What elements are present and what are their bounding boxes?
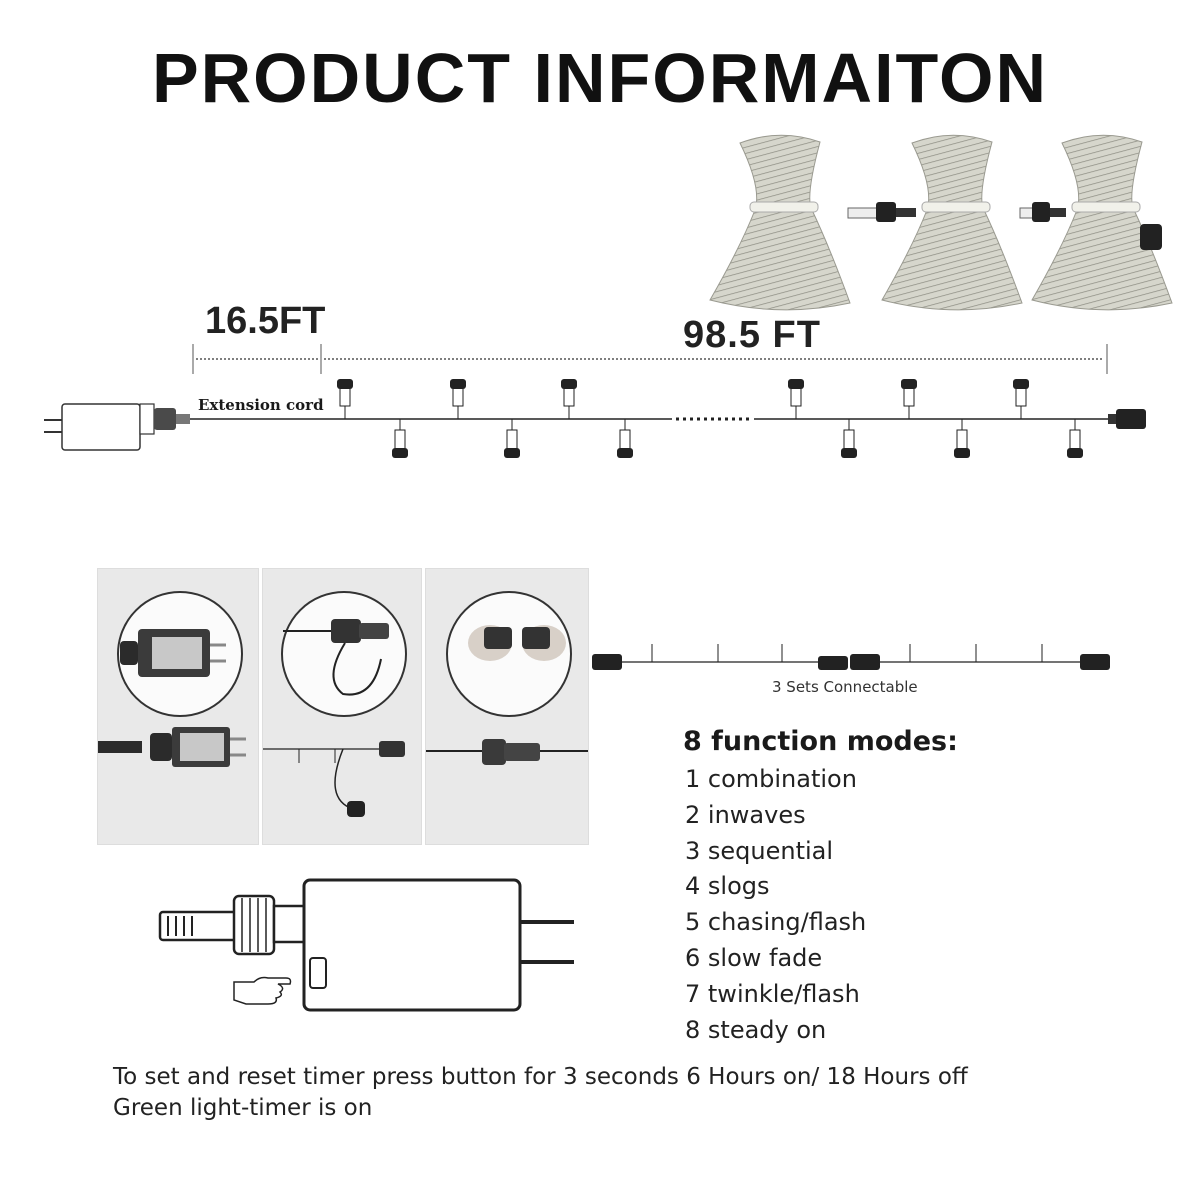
bulb-icon	[901, 379, 917, 419]
end-connector-icon	[1108, 409, 1146, 429]
end-connector-icon	[1080, 654, 1110, 670]
end-connector-icon	[592, 654, 622, 670]
string-diagram	[0, 330, 1200, 480]
bulb-icon	[450, 379, 466, 419]
mode-item: 5 chasing/flash	[685, 908, 867, 937]
modes-title: 8 function modes:	[683, 726, 958, 757]
bulb-icon	[1067, 419, 1083, 458]
bulb-icon	[504, 419, 520, 458]
mode-item: 3 sequential	[685, 836, 834, 865]
connectable-label: 3 Sets Connectable	[772, 678, 918, 696]
timer-instructions	[113, 1062, 968, 1124]
timer-button	[310, 958, 326, 988]
extension-length-label: 16.5FT	[205, 300, 326, 342]
adapter-drawing	[150, 872, 590, 1022]
bulb-icon	[392, 419, 408, 458]
bulb-icon	[617, 419, 633, 458]
extension-cord-label: Extension cord	[198, 396, 324, 414]
power-adapter-icon	[44, 404, 190, 450]
adapter-photo	[97, 568, 259, 845]
light-bundle-icon	[882, 135, 1022, 310]
timer-instruction-line: To set and reset timer press button for 3 seconds 6 Hours on/ 18 Hours off	[113, 1064, 968, 1090]
string-length-label: 98.5 FT	[683, 314, 821, 356]
mode-item: 4 slogs	[685, 872, 770, 901]
mode-item: 7 twinkle/flash	[685, 979, 860, 1008]
bulb-icon	[337, 379, 353, 419]
mode-item: 8 steady on	[685, 1015, 827, 1044]
connector-photo	[425, 568, 589, 845]
light-bundle-icon	[710, 135, 850, 310]
end-cap-icon	[1140, 224, 1162, 250]
waterproof-cap-icon	[263, 569, 421, 844]
bulb-icon	[788, 379, 804, 419]
pointing-hand-icon	[234, 978, 291, 1005]
page-title: PRODUCT INFORMAITON	[151, 39, 1049, 117]
connectable-diagram	[590, 632, 1130, 678]
mode-item: 6 slow fade	[685, 943, 823, 972]
bulb-icon	[1013, 379, 1029, 419]
connector-icon	[426, 569, 588, 844]
cap-photo	[262, 568, 422, 845]
power-adapter-icon	[160, 880, 574, 1010]
light-bundle-group	[700, 128, 1180, 320]
power-adapter-icon	[98, 569, 258, 844]
modes-list	[685, 762, 866, 1048]
bulb-icon	[954, 419, 970, 458]
bulb-icon	[841, 419, 857, 458]
mode-item: 2 inwaves	[685, 800, 806, 829]
bulb-icon	[561, 379, 577, 419]
timer-status-line: Green light-timer is on	[113, 1095, 373, 1121]
mode-item: 1 combination	[685, 765, 857, 793]
light-bundle-icon	[1032, 135, 1172, 310]
